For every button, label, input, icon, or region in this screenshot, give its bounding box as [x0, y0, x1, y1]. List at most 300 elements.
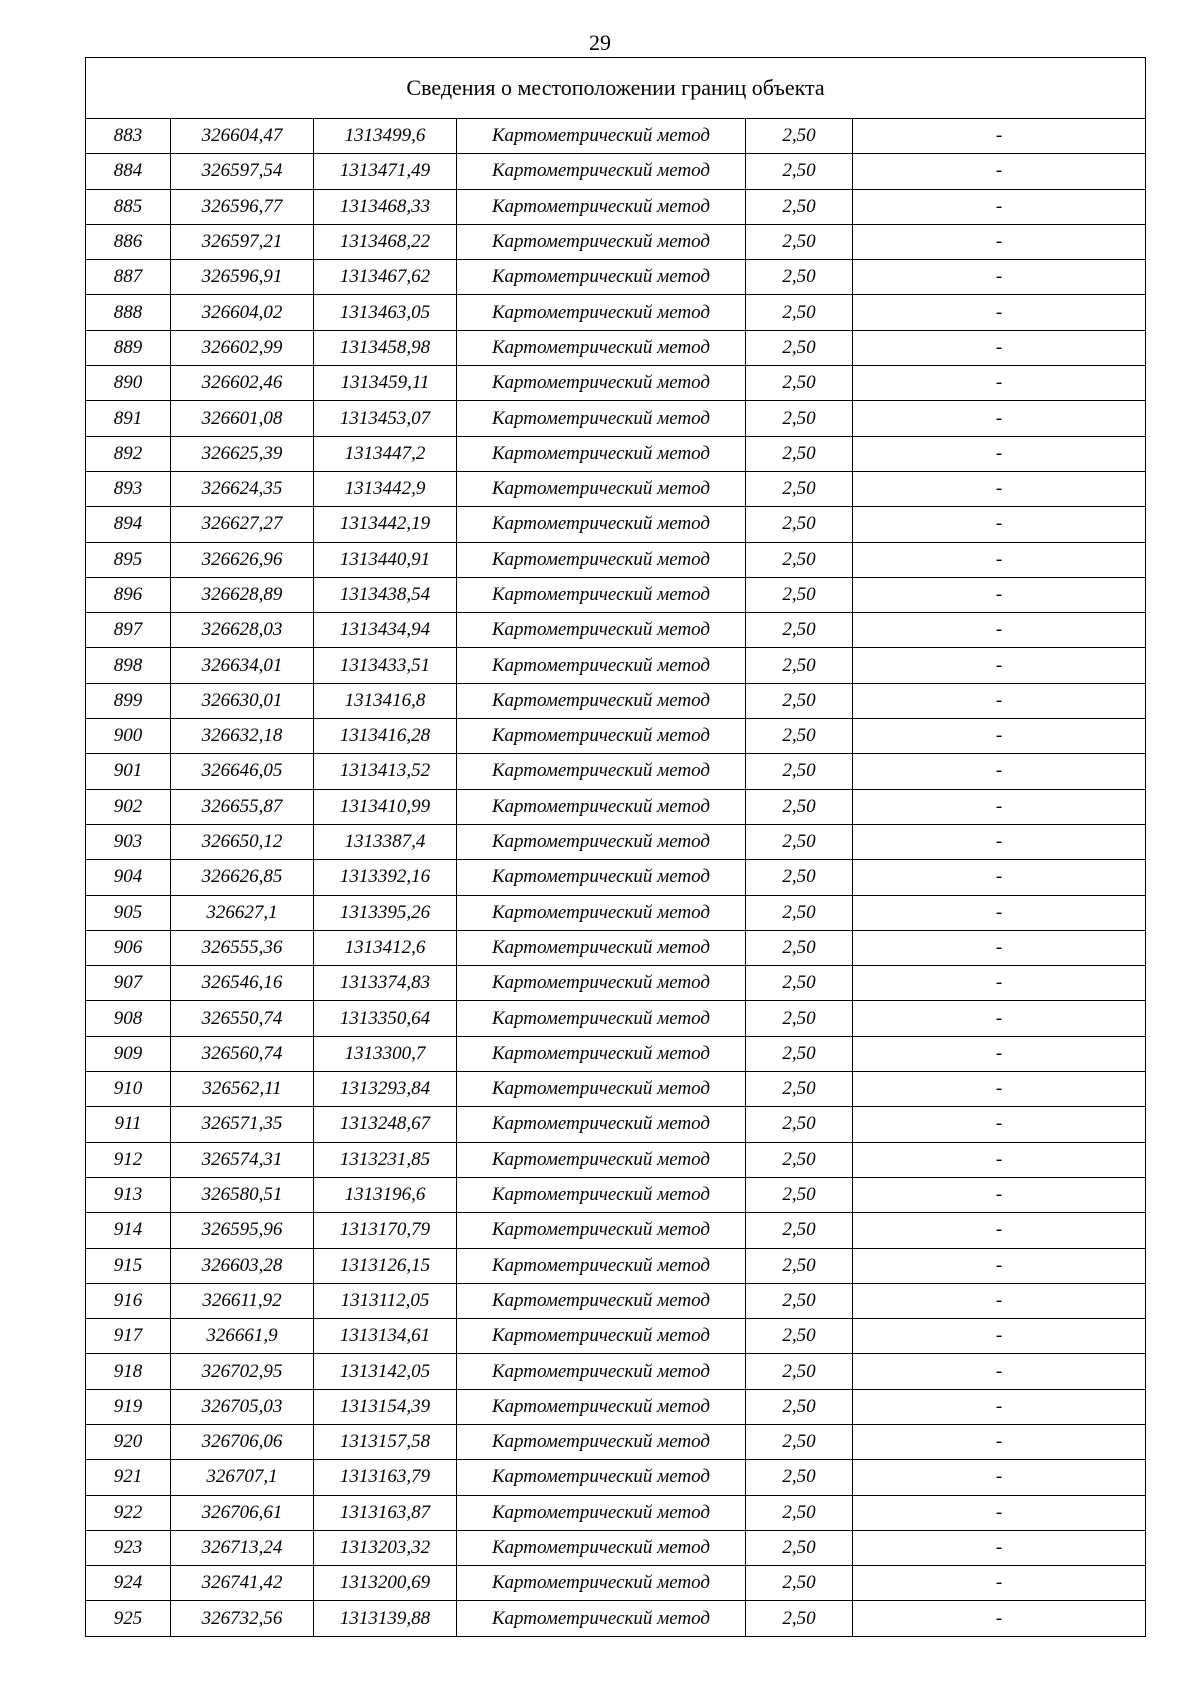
point-number-cell: 924: [86, 1566, 171, 1601]
point-number-cell: 902: [86, 789, 171, 824]
y-coordinate-cell: 1313157,58: [314, 1424, 457, 1459]
point-number-cell: 920: [86, 1424, 171, 1459]
table-row: [86, 1460, 1146, 1495]
x-coordinate-cell: 326627,1: [171, 895, 314, 930]
y-coordinate-cell: 1313416,28: [314, 719, 457, 754]
x-coordinate-cell: 326655,87: [171, 789, 314, 824]
method-cell: Картометрический метод: [457, 1566, 746, 1601]
y-coordinate-cell: 1313350,64: [314, 1001, 457, 1036]
table-title: Сведения о местоположении границ объекта: [86, 58, 1146, 119]
point-number-cell: 914: [86, 1213, 171, 1248]
y-coordinate-cell: 1313438,54: [314, 577, 457, 612]
table-row: [86, 577, 1146, 612]
point-number-cell: 901: [86, 754, 171, 789]
point-number-cell: 906: [86, 930, 171, 965]
accuracy-cell: 2,50: [746, 1354, 853, 1389]
accuracy-cell: 2,50: [746, 1213, 853, 1248]
method-cell: Картометрический метод: [457, 754, 746, 789]
accuracy-cell: 2,50: [746, 1142, 853, 1177]
table-row: [86, 507, 1146, 542]
x-coordinate-cell: 326626,85: [171, 860, 314, 895]
point-number-cell: 893: [86, 471, 171, 506]
method-cell: Картометрический метод: [457, 648, 746, 683]
x-coordinate-cell: 326602,46: [171, 366, 314, 401]
method-cell: Картометрический метод: [457, 471, 746, 506]
x-coordinate-cell: 326546,16: [171, 966, 314, 1001]
point-number-cell: 911: [86, 1107, 171, 1142]
accuracy-cell: 2,50: [746, 895, 853, 930]
description-cell: -: [853, 436, 1146, 471]
method-cell: Картометрический метод: [457, 507, 746, 542]
x-coordinate-cell: 326602,99: [171, 330, 314, 365]
description-cell: -: [853, 1495, 1146, 1530]
y-coordinate-cell: 1313395,26: [314, 895, 457, 930]
method-cell: Картометрический метод: [457, 366, 746, 401]
x-coordinate-cell: 326650,12: [171, 824, 314, 859]
x-coordinate-cell: 326628,89: [171, 577, 314, 612]
x-coordinate-cell: 326707,1: [171, 1460, 314, 1495]
x-coordinate-cell: 326601,08: [171, 401, 314, 436]
table-row: [86, 613, 1146, 648]
method-cell: Картометрический метод: [457, 1283, 746, 1318]
accuracy-cell: 2,50: [746, 1036, 853, 1071]
accuracy-cell: 2,50: [746, 189, 853, 224]
accuracy-cell: 2,50: [746, 824, 853, 859]
description-cell: -: [853, 577, 1146, 612]
table-row: [86, 154, 1146, 189]
point-number-cell: 925: [86, 1601, 171, 1636]
y-coordinate-cell: 1313410,99: [314, 789, 457, 824]
point-number-cell: 922: [86, 1495, 171, 1530]
method-cell: Картометрический метод: [457, 1460, 746, 1495]
table-row: [86, 119, 1146, 154]
description-cell: -: [853, 1424, 1146, 1459]
point-number-cell: 886: [86, 224, 171, 259]
description-cell: -: [853, 1566, 1146, 1601]
accuracy-cell: 2,50: [746, 295, 853, 330]
point-number-cell: 912: [86, 1142, 171, 1177]
method-cell: Картометрический метод: [457, 295, 746, 330]
y-coordinate-cell: 1313458,98: [314, 330, 457, 365]
point-number-cell: 904: [86, 860, 171, 895]
table-row: [86, 1248, 1146, 1283]
method-cell: Картометрический метод: [457, 1354, 746, 1389]
y-coordinate-cell: 1313459,11: [314, 366, 457, 401]
description-cell: -: [853, 1213, 1146, 1248]
y-coordinate-cell: 1313412,6: [314, 930, 457, 965]
y-coordinate-cell: 1313112,05: [314, 1283, 457, 1318]
table-row: [86, 1001, 1146, 1036]
description-cell: -: [853, 154, 1146, 189]
description-cell: -: [853, 1601, 1146, 1636]
x-coordinate-cell: 326624,35: [171, 471, 314, 506]
x-coordinate-cell: 326702,95: [171, 1354, 314, 1389]
table-row: [86, 895, 1146, 930]
table-row: [86, 1530, 1146, 1565]
method-cell: Картометрический метод: [457, 1072, 746, 1107]
method-cell: Картометрический метод: [457, 189, 746, 224]
description-cell: -: [853, 471, 1146, 506]
y-coordinate-cell: 1313468,22: [314, 224, 457, 259]
method-cell: Картометрический метод: [457, 119, 746, 154]
table-row: [86, 1495, 1146, 1530]
table-row: [86, 1036, 1146, 1071]
method-cell: Картометрический метод: [457, 542, 746, 577]
point-number-cell: 913: [86, 1177, 171, 1212]
y-coordinate-cell: 1313392,16: [314, 860, 457, 895]
point-number-cell: 909: [86, 1036, 171, 1071]
x-coordinate-cell: 326596,77: [171, 189, 314, 224]
y-coordinate-cell: 1313442,19: [314, 507, 457, 542]
y-coordinate-cell: 1313134,61: [314, 1319, 457, 1354]
description-cell: -: [853, 330, 1146, 365]
table-row: [86, 1107, 1146, 1142]
description-cell: -: [853, 1530, 1146, 1565]
method-cell: Картометрический метод: [457, 330, 746, 365]
description-cell: -: [853, 542, 1146, 577]
method-cell: Картометрический метод: [457, 1001, 746, 1036]
accuracy-cell: 2,50: [746, 1495, 853, 1530]
x-coordinate-cell: 326550,74: [171, 1001, 314, 1036]
accuracy-cell: 2,50: [746, 1530, 853, 1565]
description-cell: -: [853, 1389, 1146, 1424]
point-number-cell: 883: [86, 119, 171, 154]
accuracy-cell: 2,50: [746, 507, 853, 542]
table-row: [86, 824, 1146, 859]
accuracy-cell: 2,50: [746, 1460, 853, 1495]
y-coordinate-cell: 1313434,94: [314, 613, 457, 648]
table-row: [86, 366, 1146, 401]
y-coordinate-cell: 1313463,05: [314, 295, 457, 330]
y-coordinate-cell: 1313231,85: [314, 1142, 457, 1177]
method-cell: Картометрический метод: [457, 1248, 746, 1283]
accuracy-cell: 2,50: [746, 860, 853, 895]
accuracy-cell: 2,50: [746, 1601, 853, 1636]
x-coordinate-cell: 326571,35: [171, 1107, 314, 1142]
point-number-cell: 919: [86, 1389, 171, 1424]
table-row: [86, 1072, 1146, 1107]
accuracy-cell: 2,50: [746, 471, 853, 506]
y-coordinate-cell: 1313300,7: [314, 1036, 457, 1071]
x-coordinate-cell: 326705,03: [171, 1389, 314, 1424]
x-coordinate-cell: 326628,03: [171, 613, 314, 648]
x-coordinate-cell: 326646,05: [171, 754, 314, 789]
table-row: [86, 471, 1146, 506]
description-cell: -: [853, 1001, 1146, 1036]
table-row: [86, 330, 1146, 365]
accuracy-cell: 2,50: [746, 648, 853, 683]
y-coordinate-cell: 1313293,84: [314, 1072, 457, 1107]
point-number-cell: 921: [86, 1460, 171, 1495]
point-number-cell: 907: [86, 966, 171, 1001]
method-cell: Картометрический метод: [457, 930, 746, 965]
table-title-row: [86, 58, 1146, 119]
table-row: [86, 1354, 1146, 1389]
description-cell: -: [853, 719, 1146, 754]
accuracy-cell: 2,50: [746, 154, 853, 189]
y-coordinate-cell: 1313387,4: [314, 824, 457, 859]
point-number-cell: 889: [86, 330, 171, 365]
point-number-cell: 887: [86, 260, 171, 295]
accuracy-cell: 2,50: [746, 754, 853, 789]
table-row: [86, 260, 1146, 295]
y-coordinate-cell: 1313471,49: [314, 154, 457, 189]
method-cell: Картометрический метод: [457, 224, 746, 259]
x-coordinate-cell: 326595,96: [171, 1213, 314, 1248]
accuracy-cell: 2,50: [746, 401, 853, 436]
description-cell: -: [853, 1142, 1146, 1177]
accuracy-cell: 2,50: [746, 436, 853, 471]
description-cell: -: [853, 648, 1146, 683]
description-cell: -: [853, 189, 1146, 224]
point-number-cell: 900: [86, 719, 171, 754]
point-number-cell: 918: [86, 1354, 171, 1389]
accuracy-cell: 2,50: [746, 577, 853, 612]
y-coordinate-cell: 1313163,87: [314, 1495, 457, 1530]
description-cell: -: [853, 966, 1146, 1001]
accuracy-cell: 2,50: [746, 930, 853, 965]
method-cell: Картометрический метод: [457, 1319, 746, 1354]
method-cell: Картометрический метод: [457, 683, 746, 718]
method-cell: Картометрический метод: [457, 789, 746, 824]
accuracy-cell: 2,50: [746, 719, 853, 754]
table-row: [86, 1177, 1146, 1212]
description-cell: -: [853, 224, 1146, 259]
description-cell: -: [853, 613, 1146, 648]
accuracy-cell: 2,50: [746, 1283, 853, 1318]
point-number-cell: 915: [86, 1248, 171, 1283]
description-cell: -: [853, 824, 1146, 859]
description-cell: -: [853, 119, 1146, 154]
accuracy-cell: 2,50: [746, 1177, 853, 1212]
y-coordinate-cell: 1313440,91: [314, 542, 457, 577]
x-coordinate-cell: 326580,51: [171, 1177, 314, 1212]
x-coordinate-cell: 326626,96: [171, 542, 314, 577]
description-cell: -: [853, 1248, 1146, 1283]
method-cell: Картометрический метод: [457, 1495, 746, 1530]
y-coordinate-cell: 1313447,2: [314, 436, 457, 471]
description-cell: -: [853, 1319, 1146, 1354]
y-coordinate-cell: 1313453,07: [314, 401, 457, 436]
method-cell: Картометрический метод: [457, 1424, 746, 1459]
description-cell: -: [853, 930, 1146, 965]
accuracy-cell: 2,50: [746, 1566, 853, 1601]
table-row: [86, 224, 1146, 259]
table-row: [86, 1601, 1146, 1636]
y-coordinate-cell: 1313433,51: [314, 648, 457, 683]
description-cell: -: [853, 1460, 1146, 1495]
accuracy-cell: 2,50: [746, 330, 853, 365]
description-cell: -: [853, 1107, 1146, 1142]
table-row: [86, 1319, 1146, 1354]
table-row: [86, 1389, 1146, 1424]
accuracy-cell: 2,50: [746, 260, 853, 295]
point-number-cell: 890: [86, 366, 171, 401]
table-row: [86, 1283, 1146, 1318]
point-number-cell: 898: [86, 648, 171, 683]
table-row: [86, 1142, 1146, 1177]
table-row: [86, 295, 1146, 330]
accuracy-cell: 2,50: [746, 683, 853, 718]
table-row: [86, 754, 1146, 789]
accuracy-cell: 2,50: [746, 366, 853, 401]
table-row: [86, 1213, 1146, 1248]
method-cell: Картометрический метод: [457, 1389, 746, 1424]
x-coordinate-cell: 326741,42: [171, 1566, 314, 1601]
y-coordinate-cell: 1313248,67: [314, 1107, 457, 1142]
description-cell: -: [853, 507, 1146, 542]
description-cell: -: [853, 1354, 1146, 1389]
x-coordinate-cell: 326596,91: [171, 260, 314, 295]
x-coordinate-cell: 326555,36: [171, 930, 314, 965]
point-number-cell: 899: [86, 683, 171, 718]
description-cell: -: [853, 366, 1146, 401]
x-coordinate-cell: 326604,47: [171, 119, 314, 154]
point-number-cell: 903: [86, 824, 171, 859]
y-coordinate-cell: 1313499,6: [314, 119, 457, 154]
x-coordinate-cell: 326603,28: [171, 1248, 314, 1283]
y-coordinate-cell: 1313170,79: [314, 1213, 457, 1248]
point-number-cell: 885: [86, 189, 171, 224]
x-coordinate-cell: 326574,31: [171, 1142, 314, 1177]
method-cell: Картометрический метод: [457, 260, 746, 295]
method-cell: Картометрический метод: [457, 1530, 746, 1565]
y-coordinate-cell: 1313200,69: [314, 1566, 457, 1601]
accuracy-cell: 2,50: [746, 1389, 853, 1424]
x-coordinate-cell: 326560,74: [171, 1036, 314, 1071]
x-coordinate-cell: 326604,02: [171, 295, 314, 330]
table-row: [86, 789, 1146, 824]
x-coordinate-cell: 326632,18: [171, 719, 314, 754]
description-cell: -: [853, 401, 1146, 436]
y-coordinate-cell: 1313374,83: [314, 966, 457, 1001]
table-row: [86, 436, 1146, 471]
x-coordinate-cell: 326625,39: [171, 436, 314, 471]
description-cell: -: [853, 860, 1146, 895]
point-number-cell: 888: [86, 295, 171, 330]
method-cell: Картометрический метод: [457, 436, 746, 471]
accuracy-cell: 2,50: [746, 542, 853, 577]
point-number-cell: 897: [86, 613, 171, 648]
table-row: [86, 1566, 1146, 1601]
method-cell: Картометрический метод: [457, 719, 746, 754]
accuracy-cell: 2,50: [746, 1248, 853, 1283]
page-number: 29: [589, 30, 611, 55]
description-cell: -: [853, 754, 1146, 789]
y-coordinate-cell: 1313203,32: [314, 1530, 457, 1565]
accuracy-cell: 2,50: [746, 1107, 853, 1142]
method-cell: Картометрический метод: [457, 1107, 746, 1142]
point-number-cell: 896: [86, 577, 171, 612]
method-cell: Картометрический метод: [457, 613, 746, 648]
x-coordinate-cell: 326627,27: [171, 507, 314, 542]
method-cell: Картометрический метод: [457, 1177, 746, 1212]
y-coordinate-cell: 1313196,6: [314, 1177, 457, 1212]
x-coordinate-cell: 326597,54: [171, 154, 314, 189]
x-coordinate-cell: 326732,56: [171, 1601, 314, 1636]
method-cell: Картометрический метод: [457, 1142, 746, 1177]
x-coordinate-cell: 326713,24: [171, 1530, 314, 1565]
description-cell: -: [853, 260, 1146, 295]
description-cell: -: [853, 683, 1146, 718]
table-row: [86, 683, 1146, 718]
y-coordinate-cell: 1313413,52: [314, 754, 457, 789]
method-cell: Картометрический метод: [457, 824, 746, 859]
y-coordinate-cell: 1313416,8: [314, 683, 457, 718]
y-coordinate-cell: 1313142,05: [314, 1354, 457, 1389]
description-cell: -: [853, 295, 1146, 330]
accuracy-cell: 2,50: [746, 119, 853, 154]
x-coordinate-cell: 326597,21: [171, 224, 314, 259]
table-row: [86, 189, 1146, 224]
point-number-cell: 916: [86, 1283, 171, 1318]
x-coordinate-cell: 326630,01: [171, 683, 314, 718]
table-body: [86, 58, 1146, 1637]
x-coordinate-cell: 326706,61: [171, 1495, 314, 1530]
accuracy-cell: 2,50: [746, 1319, 853, 1354]
method-cell: Картометрический метод: [457, 895, 746, 930]
y-coordinate-cell: 1313442,9: [314, 471, 457, 506]
point-number-cell: 905: [86, 895, 171, 930]
y-coordinate-cell: 1313126,15: [314, 1248, 457, 1283]
x-coordinate-cell: 326611,92: [171, 1283, 314, 1318]
point-number-cell: 910: [86, 1072, 171, 1107]
x-coordinate-cell: 326562,11: [171, 1072, 314, 1107]
point-number-cell: 908: [86, 1001, 171, 1036]
x-coordinate-cell: 326661,9: [171, 1319, 314, 1354]
method-cell: Картометрический метод: [457, 1036, 746, 1071]
table-row: [86, 930, 1146, 965]
description-cell: -: [853, 789, 1146, 824]
table-row: [86, 860, 1146, 895]
method-cell: Картометрический метод: [457, 577, 746, 612]
y-coordinate-cell: 1313163,79: [314, 1460, 457, 1495]
method-cell: Картометрический метод: [457, 860, 746, 895]
method-cell: Картометрический метод: [457, 966, 746, 1001]
boundary-coordinates-table: [85, 57, 1146, 1637]
y-coordinate-cell: 1313468,33: [314, 189, 457, 224]
point-number-cell: 923: [86, 1530, 171, 1565]
description-cell: -: [853, 895, 1146, 930]
y-coordinate-cell: 1313154,39: [314, 1389, 457, 1424]
description-cell: -: [853, 1036, 1146, 1071]
table-row: [86, 719, 1146, 754]
method-cell: Картометрический метод: [457, 1213, 746, 1248]
accuracy-cell: 2,50: [746, 613, 853, 648]
description-cell: -: [853, 1283, 1146, 1318]
accuracy-cell: 2,50: [746, 1072, 853, 1107]
method-cell: Картометрический метод: [457, 401, 746, 436]
method-cell: Картометрический метод: [457, 154, 746, 189]
accuracy-cell: 2,50: [746, 1001, 853, 1036]
description-cell: -: [853, 1177, 1146, 1212]
x-coordinate-cell: 326706,06: [171, 1424, 314, 1459]
accuracy-cell: 2,50: [746, 1424, 853, 1459]
table-row: [86, 648, 1146, 683]
table-row: [86, 542, 1146, 577]
x-coordinate-cell: 326634,01: [171, 648, 314, 683]
point-number-cell: 891: [86, 401, 171, 436]
method-cell: Картометрический метод: [457, 1601, 746, 1636]
point-number-cell: 894: [86, 507, 171, 542]
point-number-cell: 917: [86, 1319, 171, 1354]
y-coordinate-cell: 1313139,88: [314, 1601, 457, 1636]
accuracy-cell: 2,50: [746, 224, 853, 259]
point-number-cell: 884: [86, 154, 171, 189]
table-row: [86, 1424, 1146, 1459]
point-number-cell: 892: [86, 436, 171, 471]
y-coordinate-cell: 1313467,62: [314, 260, 457, 295]
